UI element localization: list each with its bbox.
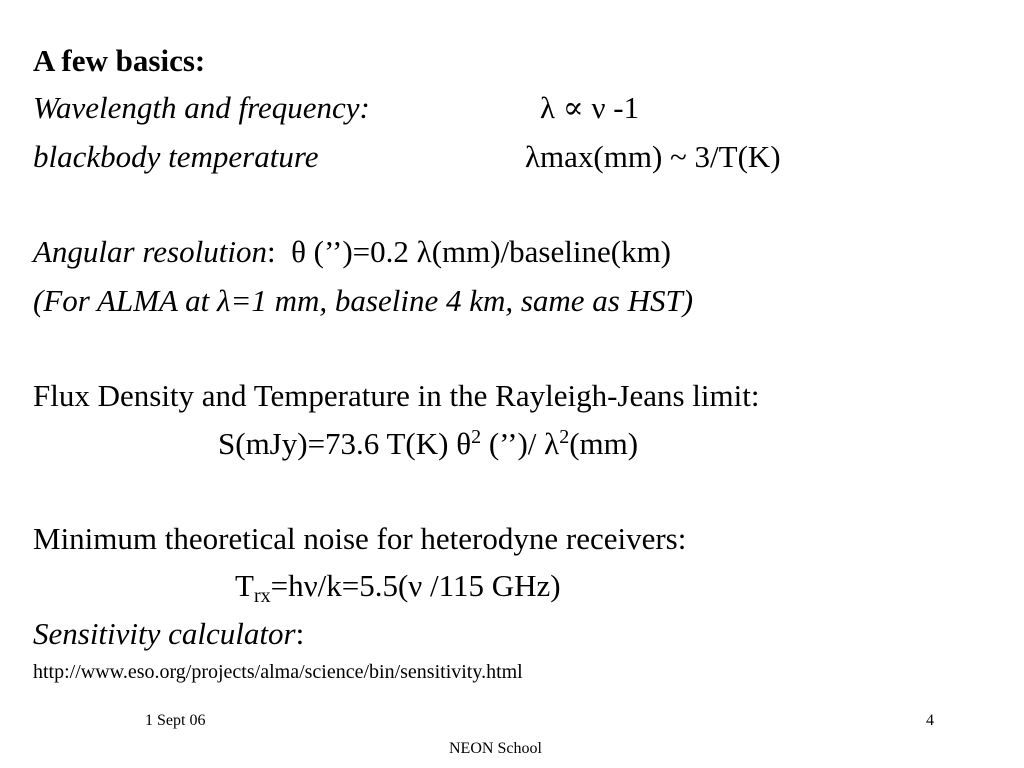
angular-formula-part2: (mm)/baseline(km) xyxy=(431,234,671,269)
flux-formula-part1: S(mJy)=73.6 T(K) θ xyxy=(218,426,472,461)
angular-resolution-label: Angular resolution xyxy=(33,234,267,269)
flux-formula xyxy=(218,426,638,462)
noise-formula-t: T xyxy=(235,568,254,603)
wavelength-line xyxy=(33,90,370,126)
angular-colon: : xyxy=(266,234,276,269)
lambda-symbol: λ xyxy=(416,234,432,269)
flux-formula-sup1: 2 xyxy=(471,426,482,448)
sensitivity-label: Sensitivity calculator xyxy=(33,616,296,651)
lambda-symbol: λ xyxy=(217,283,231,318)
noise-formula-text: =hν/k=5.5(ν /115 GHz) xyxy=(270,568,561,603)
sensitivity-url[interactable]: http://www.eso.org/projects/alma/science/bin/sensitivity.html xyxy=(33,661,523,683)
blackbody-formula xyxy=(525,139,781,175)
noise-heading: Minimum theoretical noise for heterodyne receivers: xyxy=(33,521,687,556)
sensitivity-colon: : xyxy=(295,616,305,651)
wavelength-label: Wavelength and frequency: xyxy=(33,90,370,125)
flux-formula-part3: (mm) xyxy=(569,426,639,461)
flux-formula-sup2: 2 xyxy=(559,426,570,448)
blackbody-formula-text: max(mm) ~ 3/T(K) xyxy=(540,139,781,174)
wavelength-formula: λ ∝ ν -1 xyxy=(540,90,640,125)
sensitivity-line xyxy=(33,616,304,652)
footer-page-number: 4 xyxy=(926,712,934,729)
blackbody-label: blackbody temperature xyxy=(33,139,319,174)
flux-heading: Flux Density and Temperature in the Rayleigh-Jeans limit: xyxy=(33,378,760,413)
alma-note-post: =1 mm, baseline 4 km, same as HST) xyxy=(230,283,694,318)
alma-note-pre: (For ALMA at xyxy=(33,283,218,318)
noise-formula-sub: rx xyxy=(253,585,271,607)
noise-formula xyxy=(235,568,561,607)
slide-heading: A few basics: xyxy=(33,43,206,78)
blackbody-line xyxy=(33,139,319,175)
footer-date: 1 Sept 06 xyxy=(145,712,206,729)
footer-event: NEON School xyxy=(449,740,542,757)
flux-formula-part2: (’’)/ λ xyxy=(481,426,560,461)
angular-resolution-line xyxy=(33,234,671,270)
alma-note xyxy=(33,283,693,319)
angular-formula-part1: θ (’’)=0.2 xyxy=(291,234,417,269)
lambda-symbol: λ xyxy=(525,139,541,174)
